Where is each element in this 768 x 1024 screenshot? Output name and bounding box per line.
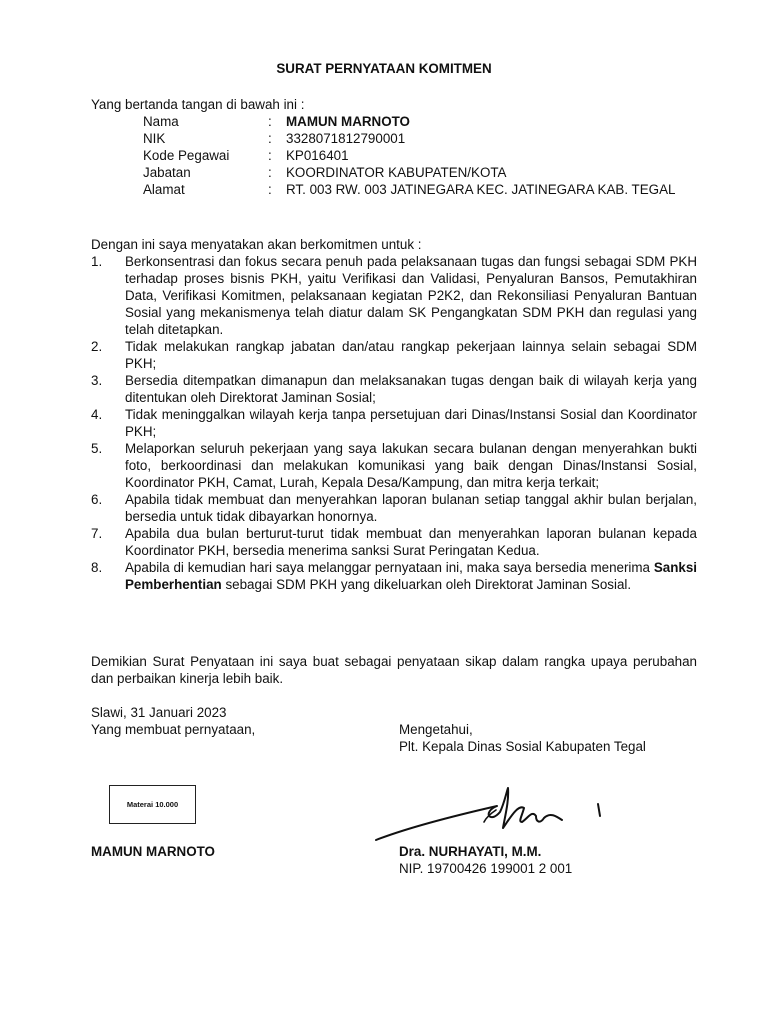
list-number: 1. [91, 254, 103, 269]
list-text-part: Apabila di kemudian hari saya melanggar pernyataan ini, maka saya bersedia menerima [125, 560, 654, 575]
list-text: Melaporkan seluruh pekerjaan yang saya lakukan secara bulanan dengan menyerahkan bukti foto, berkoordinasi dan melakukan komunikasi yang baik dengan Dinas/Instansi Sosial, Koordinator PKH, Camat, Lurah, Kepala Desa/Kampung, dan mitra kerja terkait; [125, 441, 697, 490]
document-title: SURAT PERNYATAAN KOMITMEN [276, 61, 492, 76]
sanction-emphasis: Sanksi Pemberhentian [125, 560, 697, 592]
place-date: Slawi, 31 Januari 2023 [91, 705, 227, 720]
signer-right-nip: NIP. 19700426 199001 2 001 [399, 861, 573, 876]
commitment-statement: Dengan ini saya menyatakan akan berkomitmen untuk : [91, 237, 422, 252]
commitment-list [91, 253, 697, 593]
stamp-text: Materai 10.000 [126, 800, 179, 809]
field-label: Jabatan [143, 165, 191, 180]
field-label: Nama [143, 114, 179, 129]
list-item [91, 253, 697, 338]
list-number: 3. [91, 373, 103, 388]
list-item [91, 372, 697, 406]
field-colon: : [268, 131, 272, 146]
maker-label: Yang membuat pernyataan, [91, 722, 256, 737]
list-item [91, 440, 697, 491]
field-colon: : [268, 165, 272, 180]
field-value: KP016401 [286, 148, 349, 163]
list-item [91, 491, 697, 525]
field-value: 3328071812790001 [286, 131, 406, 146]
identity-fields [143, 113, 703, 198]
list-text: Tidak melakukan rangkap jabatan dan/atau rangkap pekerjaan lainnya selain sebagai SDM PKH; [125, 339, 697, 371]
list-number: 4. [91, 407, 103, 422]
list-text: Bersedia ditempatkan dimanapun dan melaksanakan tugas dengan baik di wilayah kerja yang ditentukan oleh Direktorat Jaminan Sosial; [125, 373, 697, 405]
list-text [125, 559, 697, 593]
list-item [91, 525, 697, 559]
field-label: Kode Pegawai [143, 148, 230, 163]
list-item [91, 338, 697, 372]
list-number: 2. [91, 339, 103, 354]
field-row-kode-pegawai [143, 147, 703, 164]
signer-right-name: Dra. NURHAYATI, M.M. [399, 844, 542, 859]
list-text: Berkonsentrasi dan fokus secara penuh pada pelaksanaan tugas dan fungsi sebagai SDM PKH terhadap proses bisnis PKH, yaitu Verifikasi dan Validasi, Penyaluran Bansos, Pemutakhiran Data, Verifikasi Komitmen, pelaksanaan kegiatan P2K2, dan Rekonsiliasi Penyaluran Bantuan Sosial yang mekanismenya telah diatur dalam SK Pengangkatan SDM PKH dan regulasi yang telah ditetapkan. [125, 254, 697, 337]
list-item [91, 406, 697, 440]
field-value: KOORDINATOR KABUPATEN/KOTA [286, 165, 507, 180]
list-text: Apabila tidak membuat dan menyerahkan laporan bulanan setiap tanggal akhir bulan berjalan, bersedia untuk tidak dibayarkan honornya. [125, 492, 697, 524]
signer-left-name: MAMUN MARNOTO [91, 844, 215, 859]
field-value: MAMUN MARNOTO [286, 114, 410, 129]
field-colon: : [268, 114, 272, 129]
list-text: Apabila dua bulan berturut-turut tidak membuat dan menyerahkan laporan bulanan kepada Koordinator PKH, bersedia menerima sanksi Surat Peringatan Kedua. [125, 526, 697, 558]
field-row-alamat [143, 181, 703, 198]
intro-text: Yang bertanda tangan di bawah ini : [91, 97, 305, 112]
list-number: 5. [91, 441, 103, 456]
field-value: RT. 003 RW. 003 JATINEGARA KEC. JATINEGARA KAB. TEGAL [286, 182, 676, 197]
field-colon: : [268, 148, 272, 163]
list-number: 8. [91, 560, 103, 575]
acknowledge-title: Plt. Kepala Dinas Sosial Kabupaten Tegal [399, 739, 646, 754]
handwritten-signature [372, 782, 608, 846]
list-number: 7. [91, 526, 103, 541]
list-item [91, 559, 697, 593]
field-colon: : [268, 182, 272, 197]
field-row-nik [143, 130, 703, 147]
field-row-jabatan [143, 164, 703, 181]
closing-paragraph: Demikian Surat Penyataan ini saya buat sebagai penyataan sikap dalam rangka upaya perubahan dan perbaikan kinerja lebih baik. [91, 654, 697, 686]
acknowledge-label: Mengetahui, [399, 722, 473, 737]
field-label: Alamat [143, 182, 185, 197]
field-label: NIK [143, 131, 166, 146]
list-text-part: sebagai SDM PKH yang dikeluarkan oleh Direktorat Jaminan Sosial. [221, 577, 632, 592]
field-row-nama [143, 113, 703, 130]
list-text: Tidak meninggalkan wilayah kerja tanpa persetujuan dari Dinas/Instansi Sosial dan Koordinator PKH; [125, 407, 697, 439]
duty-stamp-box [109, 785, 196, 824]
list-number: 6. [91, 492, 103, 507]
